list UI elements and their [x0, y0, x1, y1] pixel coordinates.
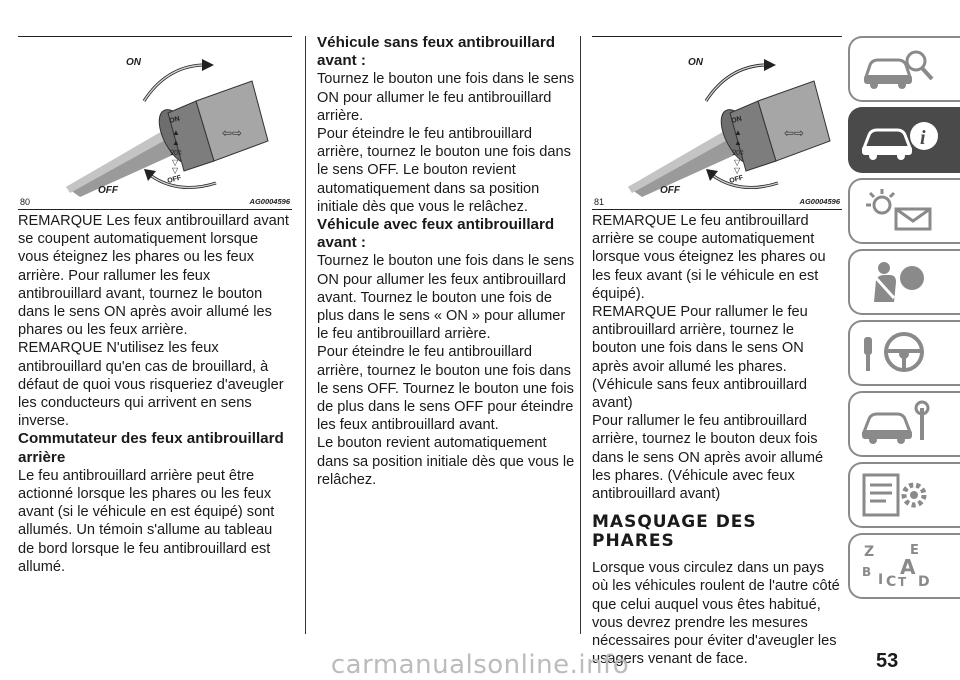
svg-text:▲: ▲	[172, 138, 180, 147]
figure-caption	[592, 198, 842, 210]
off-label: OFF	[660, 185, 680, 196]
lever-off-mark: OFF	[166, 174, 183, 185]
tab-warning-lights[interactable]	[848, 178, 960, 244]
svg-text:▽: ▽	[172, 166, 179, 175]
letter-c: C	[886, 574, 897, 588]
svg-text:▲: ▲	[734, 138, 742, 147]
paragraph: Tournez le bouton une fois dans le sens ON pour allumer le feu antibrouillard arrière.	[317, 71, 575, 124]
paragraph: Pour éteindre le feu antibrouillard arrière, tournez le bouton une fois dans le sens OFF. Tournez le bouton une fois de plus dans le sens OFF pour éteindre les feux antibrouillard avant.	[317, 344, 574, 434]
lever-off-mark: OFF	[728, 174, 745, 185]
paragraph: Le bouton revient automatiquement dans sa position initiale dès que vous le relâchez.	[317, 435, 575, 488]
tab-safety[interactable]	[848, 249, 960, 315]
svg-text:⇦⇨: ⇦⇨	[222, 126, 243, 140]
paragraph: REMARQUE Le feu antibrouillard arrière se coupe automatiquement lorsque vous éteignez les phares ou les feux avant (si le véhicule en est équipé).	[592, 213, 826, 302]
svg-text:ꝿ0‡: ꝿ0‡	[170, 150, 182, 157]
figure-code: AG0004596	[249, 197, 290, 206]
svg-text:i: i	[920, 127, 926, 149]
column-1	[18, 0, 292, 576]
column-divider	[305, 36, 306, 634]
column-3	[592, 0, 842, 668]
paragraph: Le feu antibrouillard arrière peut être actionné lorsque les phares ou les feux avant (si le véhicule en est équipé) sont allumés. Un témoin s'allume au tableau de bord lorsque le feu antibrouillard est allumé.	[18, 467, 275, 575]
tab-technical-data[interactable]	[848, 462, 960, 528]
car-info-icon	[860, 116, 940, 162]
lever-on-mark: ON	[730, 115, 743, 125]
lever-on-mark: ON	[168, 115, 181, 125]
figure-number: 80	[20, 197, 31, 207]
car-search-icon	[860, 45, 940, 91]
figure-81	[592, 36, 842, 210]
letter-i: I	[878, 572, 884, 588]
tab-maintenance[interactable]	[848, 391, 960, 457]
key-steering-wheel-icon	[860, 329, 940, 375]
paragraph: REMARQUE Pour rallumer le feu antibrouillard arrière, tournez le bouton une fois dans le sens ON après avoir allumé les phares. (Véhicule sans feux antibrouillard avant)	[592, 304, 808, 412]
tab-index[interactable]	[848, 533, 960, 599]
paragraph: Lorsque vous circulez dans un pays où les véhicules roulent de l'autre côté que celui auquel vous êtes habitué, vous devrez prendre les mesures nécessaires pour éviter d'aveugler les usagers venant de face.	[592, 560, 840, 668]
tab-car-search[interactable]	[848, 36, 960, 102]
page-number: 53	[876, 650, 899, 672]
warning-lights-message-icon	[860, 187, 940, 233]
seatbelt-airbag-icon	[860, 258, 940, 304]
svg-text:▽: ▽	[734, 158, 741, 167]
chapter-tabs	[848, 36, 960, 604]
watermark: carmanualsonline.info	[330, 650, 630, 680]
svg-text:▲: ▲	[734, 128, 742, 137]
stalk-switch-illustration	[592, 37, 842, 197]
svg-text:ꝿ0‡: ꝿ0‡	[732, 150, 744, 157]
figure-80	[18, 36, 292, 210]
section-heading: MASQUAGE DES PHARES	[592, 512, 757, 552]
svg-text:▽: ▽	[172, 158, 179, 167]
svg-text:⇦⇨: ⇦⇨	[784, 126, 805, 140]
paragraph: REMARQUE Les feux antibrouillard avant se coupent automatiquement lorsque vous éteignez les phares ou les feux arrière. Pour rallumer les feux antibrouillard avant, tournez le bouton dans le sens ON après avoir allumé les phares ou les feux arrière.	[18, 213, 289, 339]
letter-t: T	[898, 575, 907, 588]
section-heading: Véhicule sans feux antibrouillard avant :	[317, 34, 556, 70]
alphabetical-index-icon	[860, 542, 940, 588]
off-label: OFF	[98, 185, 118, 196]
letter-z: Z	[864, 544, 875, 560]
column-2	[317, 34, 575, 489]
letter-e: E	[910, 543, 919, 558]
on-label: ON	[126, 57, 141, 68]
letter-d: D	[918, 574, 930, 588]
letter-b: B	[862, 565, 872, 579]
paragraph: Tournez le bouton une fois dans le sens ON pour allumer les feux antibrouillard avant. Tournez le bouton une fois de plus dans le sens « ON » pour allumer le feu antibrouillard arrière.	[317, 253, 575, 343]
section-heading: Commutateur des feux antibrouillard arrière	[18, 430, 284, 466]
tab-car-info[interactable]	[848, 107, 960, 173]
svg-text:▲: ▲	[172, 128, 180, 137]
paragraph: Pour éteindre le feu antibrouillard arrière, tournez le bouton une fois dans le sens OFF. Le bouton revient automatiquement dans sa position initiale dès que vous le relâchez.	[317, 126, 571, 215]
data-gear-icon	[860, 471, 940, 517]
paragraph: REMARQUE N'utilisez les feux antibrouillard qu'en cas de brouillard, à défaut de quoi vous risqueriez d'aveugler les conducteurs qui arrivent en sens inverse.	[18, 340, 284, 430]
car-wrench-icon	[860, 400, 940, 446]
letter-a: A	[900, 555, 916, 579]
paragraph: Pour rallumer le feu antibrouillard arrière, tournez le bouton deux fois dans le sens ON après avoir allumé les phares. (Véhicule avec feux antibrouillard avant)	[592, 413, 824, 503]
stalk-switch-illustration	[18, 37, 292, 197]
figure-caption	[18, 198, 292, 210]
figure-code: AG0004596	[799, 197, 840, 206]
on-label: ON	[688, 57, 703, 68]
tab-driving[interactable]	[848, 320, 960, 386]
svg-text:▽: ▽	[734, 166, 741, 175]
column-divider	[580, 36, 581, 634]
figure-number: 81	[594, 197, 605, 207]
section-heading: Véhicule avec feux antibrouillard avant :	[317, 216, 555, 252]
